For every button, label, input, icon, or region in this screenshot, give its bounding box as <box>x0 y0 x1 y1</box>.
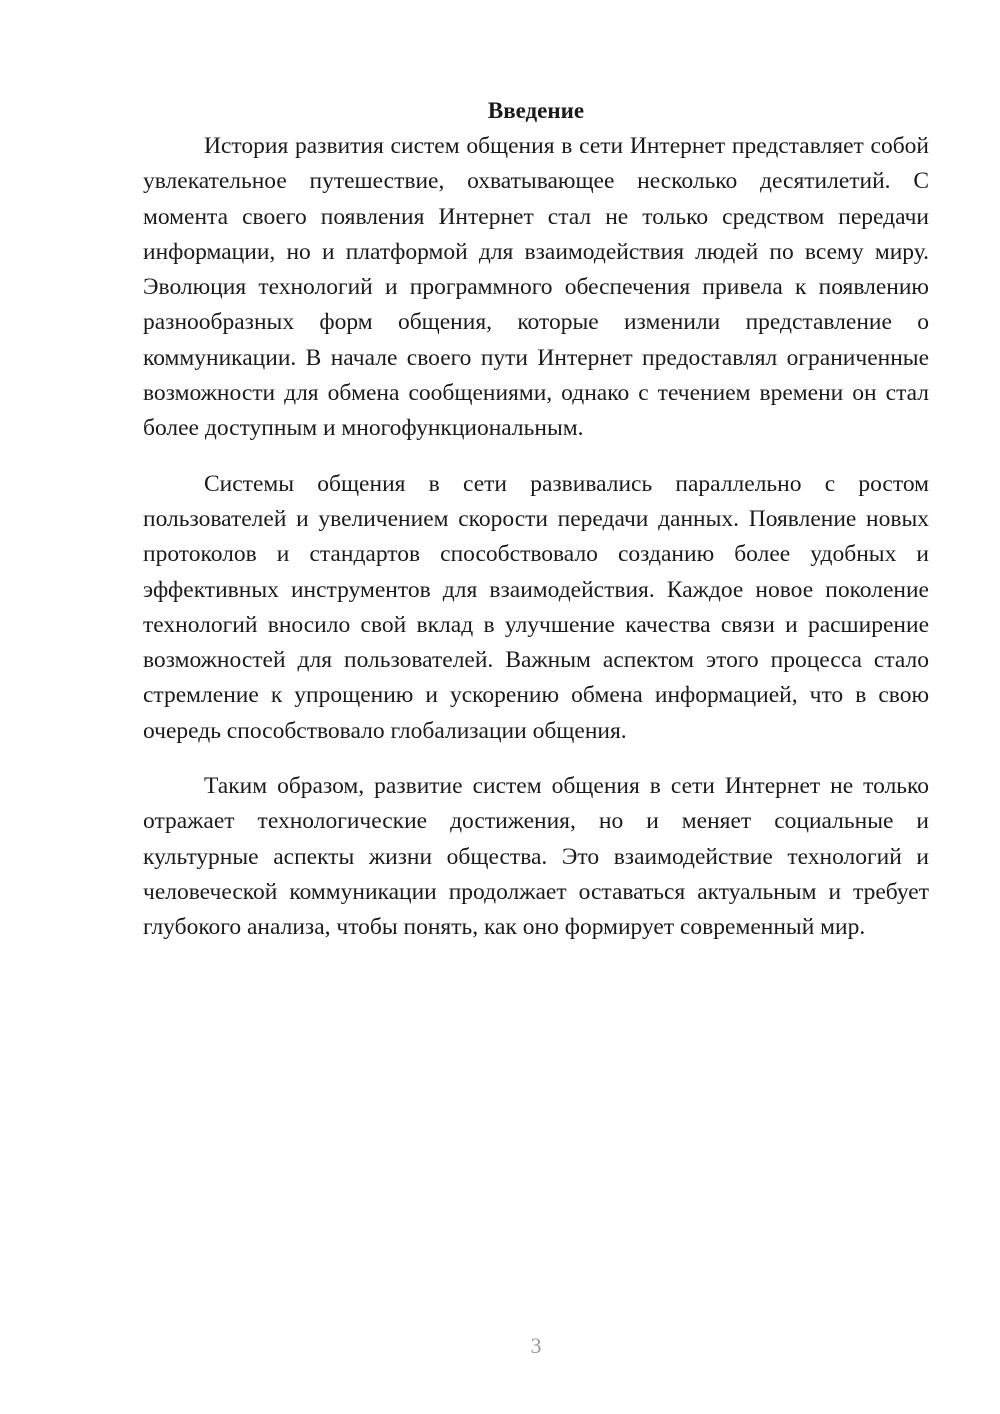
paragraph-1: История развития систем общения в сети Интернет представляет собой увлекательное путешествие, охватывающее несколько десятилетий. С момента своего появления Интернет стал не только средством передачи информации, но и платформой для взаимодействия людей по всему миру. Эволюция технологий и программного обеспечения привела к появлению разнообразных форм общения, которые изменили представление о коммуникации. В начале своего пути Интернет предоставлял ограниченные возможности для обмена сообщениями, однако с течением времени он стал более доступным и многофункциональным. <box>143 133 929 442</box>
paragraph-2: Системы общения в сети развивались параллельно с ростом пользователей и увеличением скорости передачи данных. Появление новых протоколов и стандартов способствовало созданию более удобных и эффективных инструментов для взаимодействия. Каждое новое поколение технологий вносило свой вклад в улучшение качества связи и расширение возможностей для пользователей. Важным аспектом этого процесса стало стремление к упрощению и ускорению обмена информацией, что в свою очередь способствовало глобализации общения. <box>143 470 929 744</box>
paragraph-3: Таким образом, развитие систем общения в сети Интернет не только отражает технологические достижения, но и меняет социальные и культурные аспекты жизни общества. Это взаимодействие технологий и человеческой коммуникации продолжает оставаться актуальным и требует глубокого анализа, чтобы понять, как оно формирует современный мир. <box>143 773 929 941</box>
page-number: 3 <box>530 1333 542 1358</box>
page-content <box>143 93 929 966</box>
section-title: Введение <box>487 98 585 123</box>
